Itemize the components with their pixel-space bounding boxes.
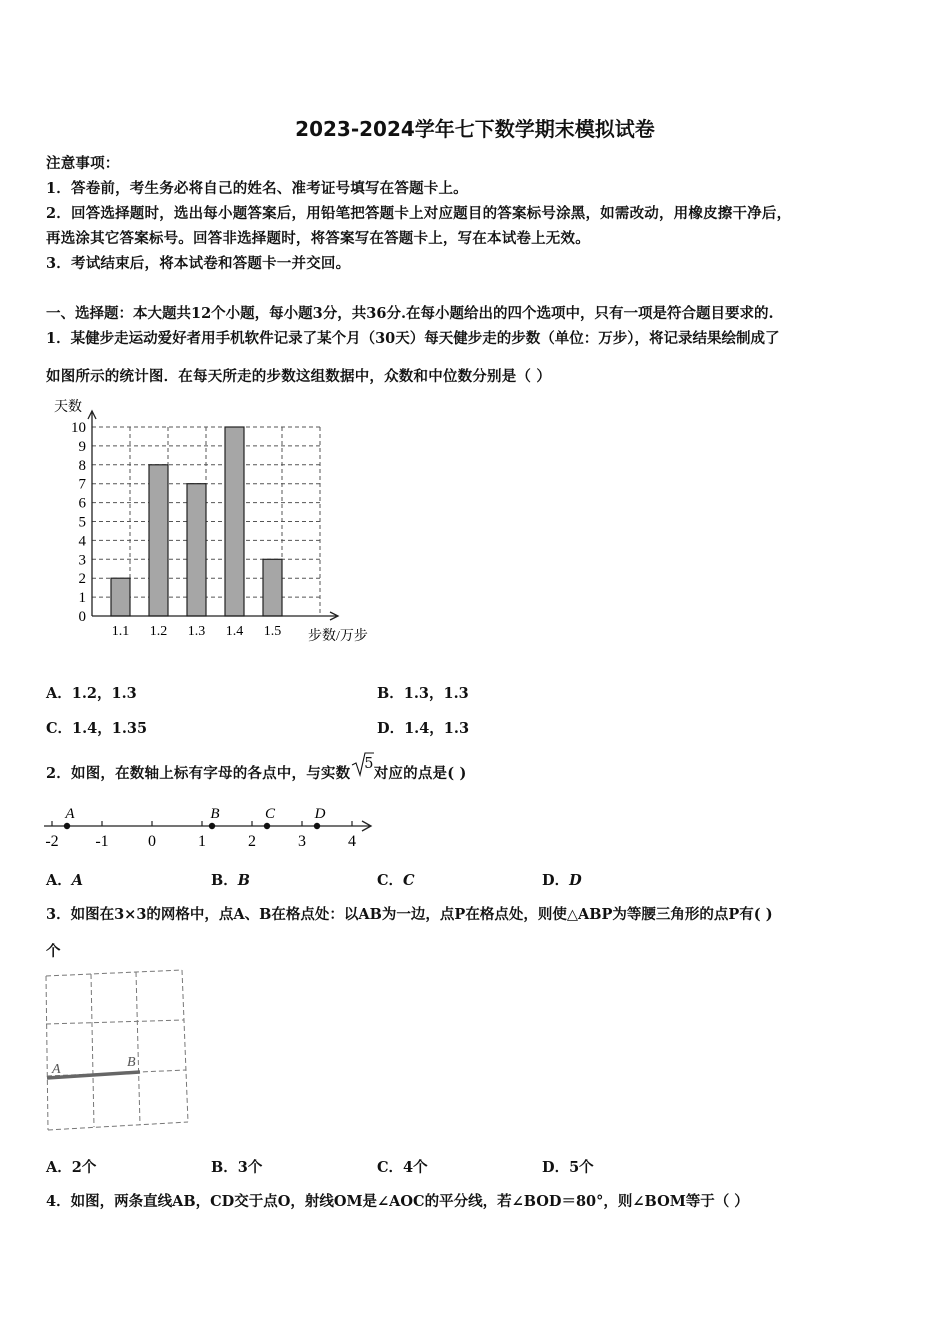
notice-item: 再选涂其它答案标号。回答非选择题时，将答案写在答题卡上，写在本试卷上无效。: [46, 230, 590, 247]
q2-text-after: 对应的点是( ): [373, 765, 467, 782]
q3-option-d[interactable]: D．5个: [542, 1159, 594, 1176]
q1-text-line1: 1．某健步走运动爱好者用手机软件记录了某个月（30天）每天健步走的步数（单位：万步），将记录结果绘制成了: [46, 330, 780, 347]
numline-tick-label: -2: [45, 833, 59, 850]
chart-ytick-label: 1: [78, 590, 86, 607]
q2-number-line: [40, 795, 380, 855]
numline-tick-label: 2: [248, 833, 256, 850]
segment-ab: [47, 1072, 140, 1078]
chart-xlabel: 步数/万步: [308, 629, 368, 644]
chart-ytick-label: 3: [78, 552, 86, 569]
q1-option-d[interactable]: D．1.4，1.3: [377, 720, 470, 737]
notice-heading: 注意事项：: [46, 155, 120, 172]
chart-ytick-label: 6: [78, 495, 86, 512]
chart-ytick-label: 8: [78, 457, 86, 474]
chart-xtick-label: 1.1: [111, 624, 130, 639]
chart-ytick-label: 4: [78, 533, 86, 550]
q3-text-line2: 个: [46, 943, 61, 960]
q1-option-c[interactable]: C．1.4，1.35: [46, 720, 148, 737]
chart-ytick-label: 0: [78, 609, 86, 625]
chart-xtick-label: 1.5: [263, 624, 282, 639]
chart-xtick-label: 1.3: [187, 624, 206, 639]
numline-tick-label: 1: [198, 833, 206, 850]
section-header: 一、选择题：本大题共12个小题，每小题3分，共36分.在每小题给出的四个选项中，只有一项是符合题目要求的.: [46, 305, 774, 322]
chart-xtick-label: 1.4: [225, 624, 244, 639]
q3-text-line1: 3．如图在3×3的网格中，点A、B在格点处：以AB为一边，点P在格点处，则使△ABP为等腰三角形的点P有( ): [46, 906, 773, 923]
q3-option-a[interactable]: A．2个: [46, 1159, 97, 1176]
q2-option-b[interactable]: B．B: [211, 872, 251, 889]
notice-item: 2．回答选择题时，选出每小题答案后，用铅笔把答题卡上对应题目的答案标号涂黑，如需改动，用橡皮擦干净后，: [46, 205, 792, 222]
q1-option-a[interactable]: A．1.2，1.3: [46, 685, 137, 702]
numline-tick-label: 0: [148, 833, 156, 850]
numline-point-label: C: [264, 806, 276, 822]
numline-point-label: A: [65, 806, 75, 822]
q1-text-line2: 如图所示的统计图．在每天所走的步数这组数据中，众数和中位数分别是（ ）: [46, 368, 552, 385]
q2-option-d[interactable]: D．D: [542, 872, 582, 889]
chart-xtick-label: 1.2: [149, 624, 168, 639]
chart-bar-1.2: [149, 465, 168, 616]
chart-ytick-label: 10: [71, 420, 86, 436]
numline-point-B: [209, 823, 215, 829]
numline-tick-label: 3: [298, 833, 306, 850]
q4-text: 4．如图，两条直线AB，CD交于点O，射线OM是∠AOC的平分线，若∠BOD＝80°，则∠BOM等于（ ）: [46, 1193, 749, 1210]
numline-point-A: [64, 823, 70, 829]
chart-ylabel: 天数: [54, 400, 82, 415]
q1-option-b[interactable]: B．1.3，1.3: [377, 685, 469, 702]
chart-ytick-label: 7: [78, 476, 86, 493]
notice-item: 3．考试结束后，将本试卷和答题卡一并交回。: [46, 255, 351, 272]
sqrt-argument: 5: [364, 756, 374, 772]
q2-text-before: 2．如图，在数轴上标有字母的各点中，与实数: [46, 765, 351, 782]
q3-option-b[interactable]: B．3个: [211, 1159, 263, 1176]
q2-option-a[interactable]: A．A: [46, 872, 84, 889]
chart-bar-1.3: [187, 484, 206, 616]
numline-tick-label: -1: [95, 833, 109, 850]
chart-bar-1.4: [225, 427, 244, 616]
q3-option-c[interactable]: C．4个: [377, 1159, 428, 1176]
sqrt-expression: [350, 756, 374, 782]
chart-bar-1.1: [111, 578, 130, 616]
numline-point-label: B: [210, 806, 220, 822]
q1-bar-chart: [40, 393, 390, 653]
grid-lines: [46, 970, 188, 1130]
q2-option-c[interactable]: C．C: [377, 872, 415, 889]
chart-ytick-label: 2: [78, 571, 86, 588]
numline-point-D: [314, 823, 320, 829]
q3-grid-figure: [40, 962, 200, 1142]
chart-bar-1.5: [263, 559, 282, 616]
q2-text: [46, 756, 467, 783]
notice-item: 1．答卷前，考生务必将自己的姓名、准考证号填写在答题卡上。: [46, 180, 468, 197]
numline-point-label: D: [314, 806, 326, 822]
chart-ytick-label: 5: [78, 514, 86, 531]
point-b-label: B: [127, 1055, 136, 1070]
numline-tick-label: 4: [348, 833, 356, 850]
numline-point-C: [264, 823, 270, 829]
chart-ytick-label: 9: [78, 438, 86, 455]
page-title: 2023-2024学年七下数学期末模拟试卷: [295, 117, 655, 141]
point-a-label: A: [52, 1062, 61, 1077]
